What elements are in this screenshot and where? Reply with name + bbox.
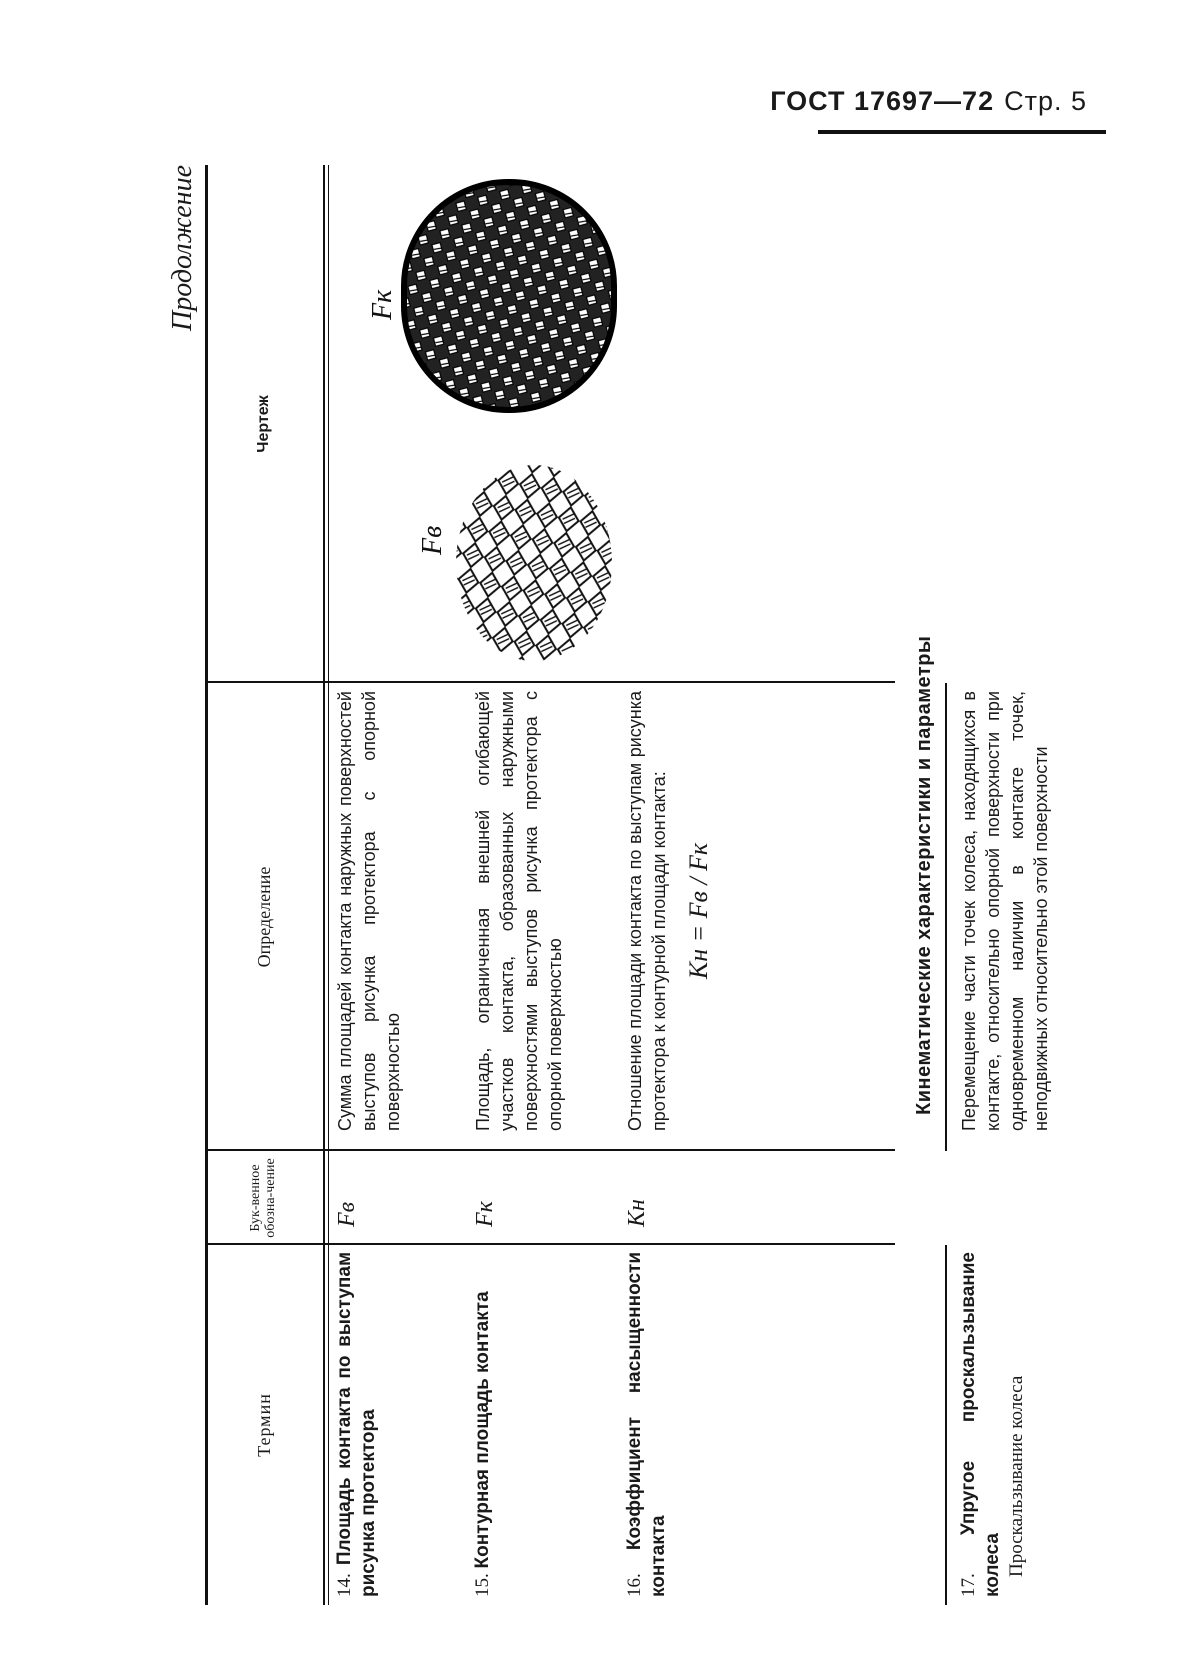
- term-17: [957, 1252, 1029, 1597]
- definition-14: Сумма площадей контакта наружных поверхностей выступов рисунка протектора с опорной поверхностью: [335, 691, 403, 1131]
- tread-contact-drawing: [417, 455, 619, 665]
- term-14-name: Площадь контакта по выступам рисунка протектора: [334, 1252, 379, 1597]
- term-15: [471, 1252, 495, 1597]
- rotated-table-page: [167, 165, 1051, 1605]
- row17-rule-term: [945, 1245, 947, 1605]
- contour-contact-drawing: [367, 182, 614, 410]
- symbol-16: Kн: [624, 1199, 650, 1227]
- continuation-label: Продолжение: [167, 165, 198, 331]
- column-header-drawing: Чертеж: [254, 395, 272, 453]
- row17-rule-definition: [945, 683, 947, 1151]
- contact-area-drawings: [329, 170, 629, 675]
- kn-formula: Kн = Fв / Fк: [684, 842, 713, 980]
- section-heading-kinematics: Кинематические характеристики и параметры: [913, 635, 935, 1115]
- term-14: [333, 1252, 381, 1597]
- term-16: [623, 1252, 671, 1597]
- drawing-label-fv: Fв: [417, 525, 448, 555]
- column-header-symbol: Бук-венное обозна-чение: [248, 1158, 278, 1238]
- term-17-number: 17.: [958, 1573, 979, 1597]
- standard-number: ГОСТ 17697—72: [770, 86, 995, 116]
- term-15-number: 15.: [472, 1573, 493, 1597]
- column-header-term: Термин: [253, 1393, 274, 1457]
- symbol-14: Fв: [334, 1201, 360, 1227]
- column-header-definition: Определение: [253, 866, 274, 968]
- drawing-label-fk: Fк: [367, 289, 398, 320]
- page-header: [770, 86, 1087, 117]
- header-rule: [818, 130, 1106, 134]
- term-15-name: Контурная площадь контакта: [472, 1291, 493, 1569]
- term-14-number: 14.: [334, 1573, 355, 1597]
- definition-17: Перемещение части точек колеса, находящихся в контакте, относительно опорной поверхности при одновременном наличии в контакте точек, неподвижных относительно этой поверхности: [959, 691, 1051, 1131]
- symbol-15: Fк: [472, 1201, 498, 1227]
- term-17-synonym: Проскальзывание колеса: [1006, 1375, 1027, 1577]
- definition-16-text: Отношение площади контакта по выступам рисунка протектора к контурной площади контакта:: [625, 691, 669, 1131]
- term-16-name: Коэффициент насыщенности контакта: [624, 1252, 669, 1597]
- definition-15: Площадь, ограниченная внешней огибающей участков контакта, образованных наружными поверхностями выступов рисунка протектора с опорной поверхностью: [473, 691, 565, 1131]
- definition-16: [623, 691, 711, 1131]
- term-16-number: 16.: [624, 1573, 645, 1597]
- term-17-name: Упругое проскальзывание колеса: [958, 1252, 1003, 1597]
- page-number: Стр. 5: [1004, 86, 1087, 116]
- table-header-rule: [323, 165, 325, 1605]
